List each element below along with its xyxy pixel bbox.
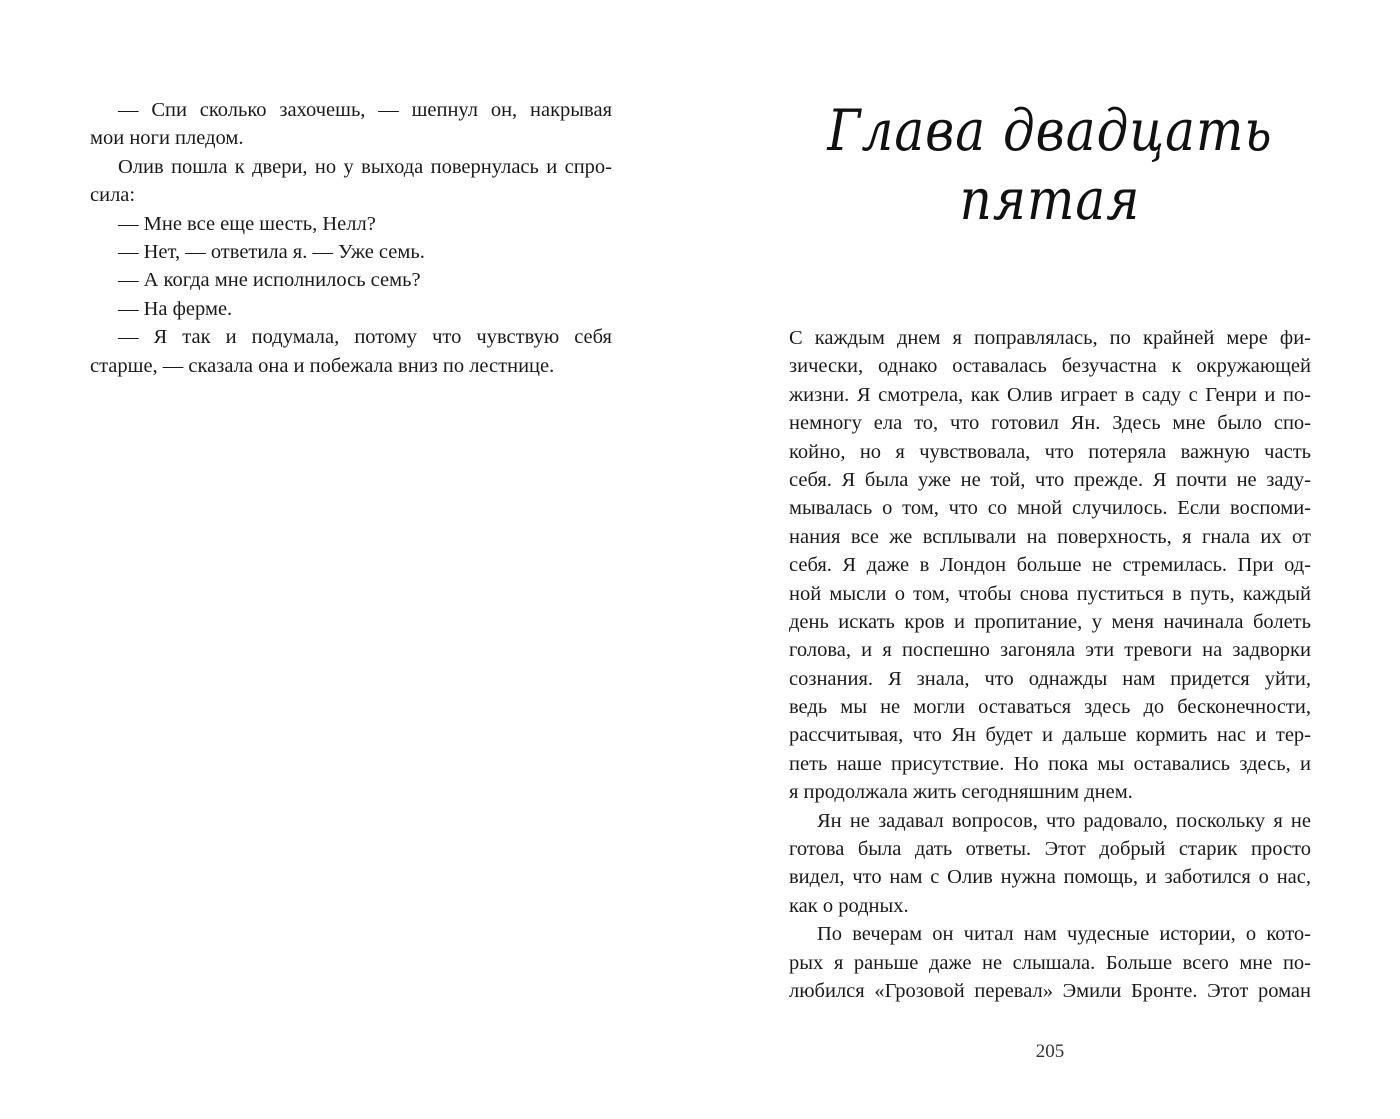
text-line: ной мысли о том, чтобы снова пуститься в путь, каждый bbox=[789, 582, 1311, 605]
text-line: ведь мы не могли оставаться здесь до бесконечности, bbox=[789, 696, 1311, 719]
text-line: сознания. Я знала, что однажды нам придется уйти, bbox=[789, 667, 1311, 690]
right-page-text bbox=[789, 324, 1311, 1005]
page-number: 205 bbox=[1035, 1041, 1065, 1062]
text-line: мои ноги пледом. bbox=[90, 127, 244, 150]
text-line: — Я так и подумала, потому что чувствую себя bbox=[118, 326, 612, 349]
text-line: — Нет, — ответила я. — Уже семь. bbox=[118, 240, 425, 263]
text-line: Олив пошла к двери, но у выхода повернулась и спро- bbox=[118, 155, 612, 178]
chapter-title: Глава двадцать пятая bbox=[827, 97, 1273, 233]
text-line: немногу ела то, что готовил Ян. Здесь мне было спо- bbox=[789, 412, 1311, 435]
text-line: — А когда мне исполнилось семь? bbox=[118, 269, 421, 292]
text-line: — Спи сколько захочешь, — шепнул он, накрывая bbox=[118, 99, 612, 121]
text-line: голова, и я поспешно загоняла эти тревоги на задворки bbox=[789, 639, 1311, 662]
text-line: Ян не задавал вопросов, что радовало, поскольку я не bbox=[817, 809, 1311, 832]
text-line: рассчитывая, что Ян будет и дальше кормить нас и тер- bbox=[789, 724, 1311, 747]
text-line: жизни. Я смотрела, как Олив играет в саду с Генри и по- bbox=[789, 383, 1311, 406]
text-line: любился «Грозовой перевал» Эмили Бронте. Этот роман bbox=[789, 979, 1311, 1002]
text-line: день искать кров и пропитание, у меня начинала болеть bbox=[789, 610, 1311, 633]
left-page-text bbox=[90, 96, 612, 380]
text-line: я продолжала жить сегодняшним днем. bbox=[789, 781, 1133, 804]
text-line: как о родных. bbox=[789, 894, 909, 917]
text-line: — На ферме. bbox=[118, 297, 233, 320]
right-page bbox=[789, 96, 1311, 1086]
text-line: рых я раньше даже не слышала. Больше всего мне по- bbox=[789, 951, 1311, 974]
text-line: старше, — сказала она и побежала вниз по лестнице. bbox=[90, 354, 555, 377]
text-line: себя. Я была уже не той, что прежде. Я почти не заду- bbox=[789, 468, 1311, 491]
text-line: мывалась о том, что со мной случилось. Если воспоми- bbox=[789, 497, 1311, 520]
text-line: нания все же всплывали на поверхность, я гнала их от bbox=[789, 525, 1311, 548]
text-line: петь наше присутствие. Но пока мы оставались здесь, и bbox=[789, 752, 1311, 775]
text-line: готова была дать ответы. Этот добрый старик просто bbox=[789, 838, 1311, 861]
text-line: С каждым днем я поправлялась, по крайней мере фи- bbox=[789, 327, 1311, 349]
text-line: сила: bbox=[90, 184, 136, 207]
text-line: видел, что нам с Олив нужна помощь, и заботился о нас, bbox=[789, 866, 1311, 889]
text-line: По вечерам он читал нам чудесные истории, о кото- bbox=[817, 923, 1311, 946]
text-line: зически, однако оставалась безучастна к окружающей bbox=[789, 355, 1311, 378]
left-page bbox=[90, 96, 612, 380]
text-line: койно, но я чувствовала, что потеряла важную часть bbox=[789, 440, 1311, 463]
text-line: себя. Я даже в Лондон больше не стремилась. При од- bbox=[789, 554, 1311, 577]
text-line: — Мне все еще шесть, Нелл? bbox=[118, 212, 376, 235]
